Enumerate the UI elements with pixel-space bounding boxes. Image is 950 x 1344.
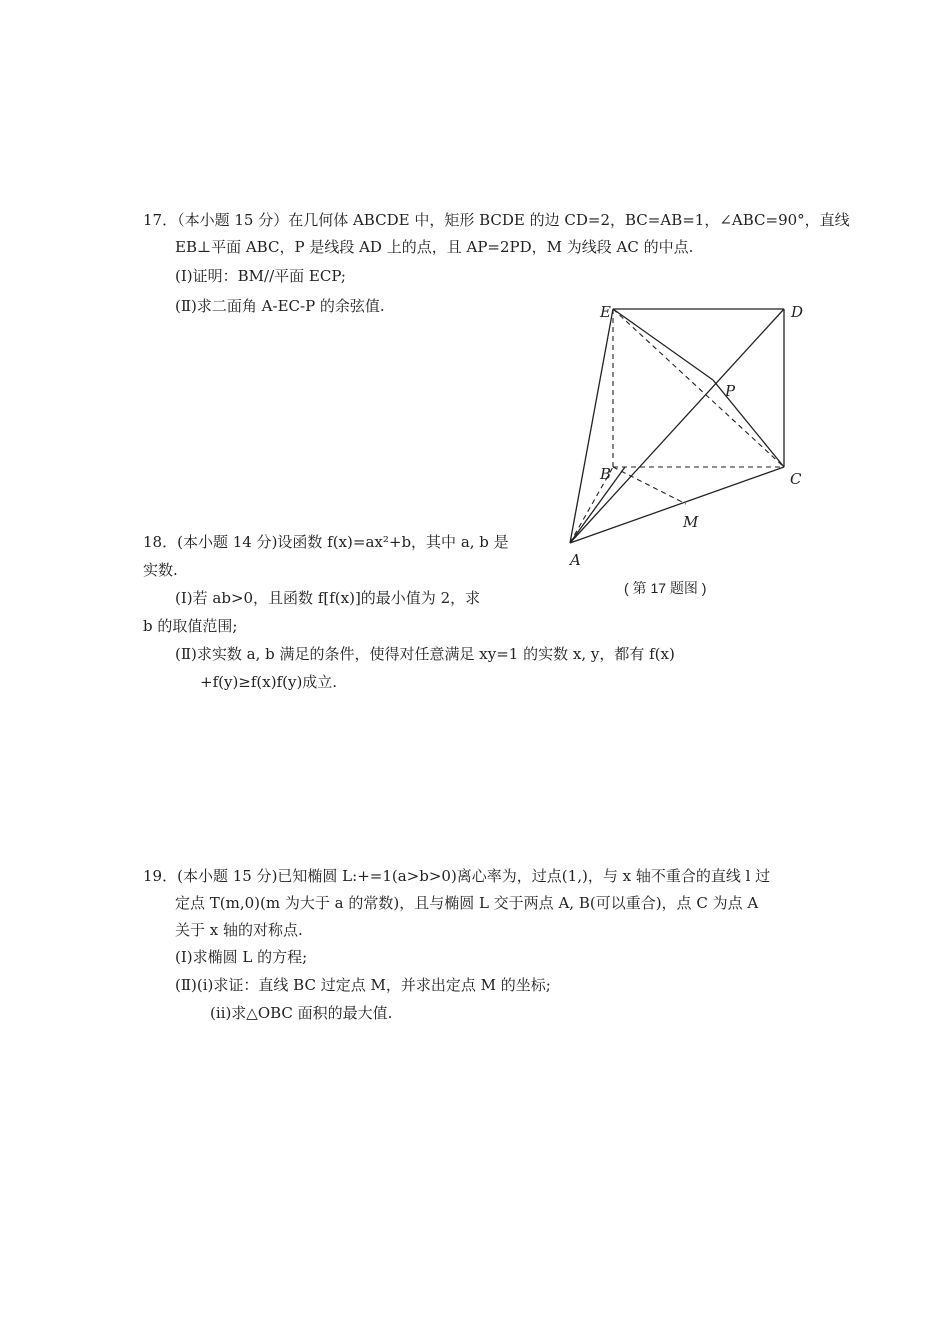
p19-part1: (Ⅰ)求椭圆 L 的方程; (175, 948, 308, 966)
p18-part1b: b 的取值范围; (143, 617, 238, 635)
edge-AB-hidden-part (570, 467, 625, 543)
p17-part2: (Ⅱ)求二面角 A-EC-P 的余弦值. (175, 297, 385, 315)
p19-line2: 定点 T(m,0)(m 为大于 a 的常数)，且与椭圆 L 交于两点 A, B(可以重合)，点 C 为点 A (175, 894, 759, 912)
p18-part2b: +f(y)≥f(x)f(y)成立. (200, 673, 338, 691)
p17-line2: EB⊥平面 ABC，P 是线段 AD 上的点，且 AP=2PD，M 为线段 AC 的中点. (175, 238, 694, 256)
p18-part2a: (Ⅱ)求实数 a, b 满足的条件，使得对任意满足 xy=1 的实数 x, y，都有 f(x) (175, 645, 675, 663)
label-E: E (600, 303, 611, 321)
p17-line1: 17．（本小题 15 分）在几何体 ABCDE 中，矩形 BCDE 的边 CD=2，BC=AB=1，∠ABC=90°，直线 (143, 211, 850, 229)
p18-part1a: (Ⅰ)若 ab>0，且函数 f[f(x)]的最小值为 2，求 (175, 589, 481, 607)
label-D: D (791, 303, 804, 321)
edge-PC (713, 380, 784, 467)
label-C: C (790, 470, 802, 488)
edge-BM (613, 467, 686, 504)
edge-EC (613, 309, 784, 467)
edge-AD (570, 309, 784, 543)
label-B: B (600, 465, 612, 483)
label-M: M (683, 513, 699, 531)
label-P: P (725, 382, 736, 400)
p19-part2i: (Ⅱ)(ⅰ)求证：直线 BC 过定点 M，并求出定点 M 的坐标; (175, 976, 551, 994)
p19-line1: 19．(本小题 15 分)已知椭圆 L:+=1(a>b>0)离心率为，过点(1,)，与 x 轴不重合的直线 l 过 (143, 867, 771, 885)
label-A: A (570, 551, 581, 569)
figure-caption: ( 第 17 题图 ) (624, 580, 707, 596)
p19-part2ii: (ⅱ)求△OBC 面积的最大值. (210, 1004, 393, 1022)
p17-part1: (Ⅰ)证明：BM//平面 ECP; (175, 267, 346, 285)
edge-EA (570, 309, 613, 543)
p18-line2: 实数. (143, 561, 178, 579)
p19-line3: 关于 x 轴的对称点. (175, 921, 303, 939)
p18-line1: 18．(本小题 14 分)设函数 f(x)=ax²+b，其中 a, b 是 (143, 533, 509, 551)
edge-EP (613, 309, 713, 380)
